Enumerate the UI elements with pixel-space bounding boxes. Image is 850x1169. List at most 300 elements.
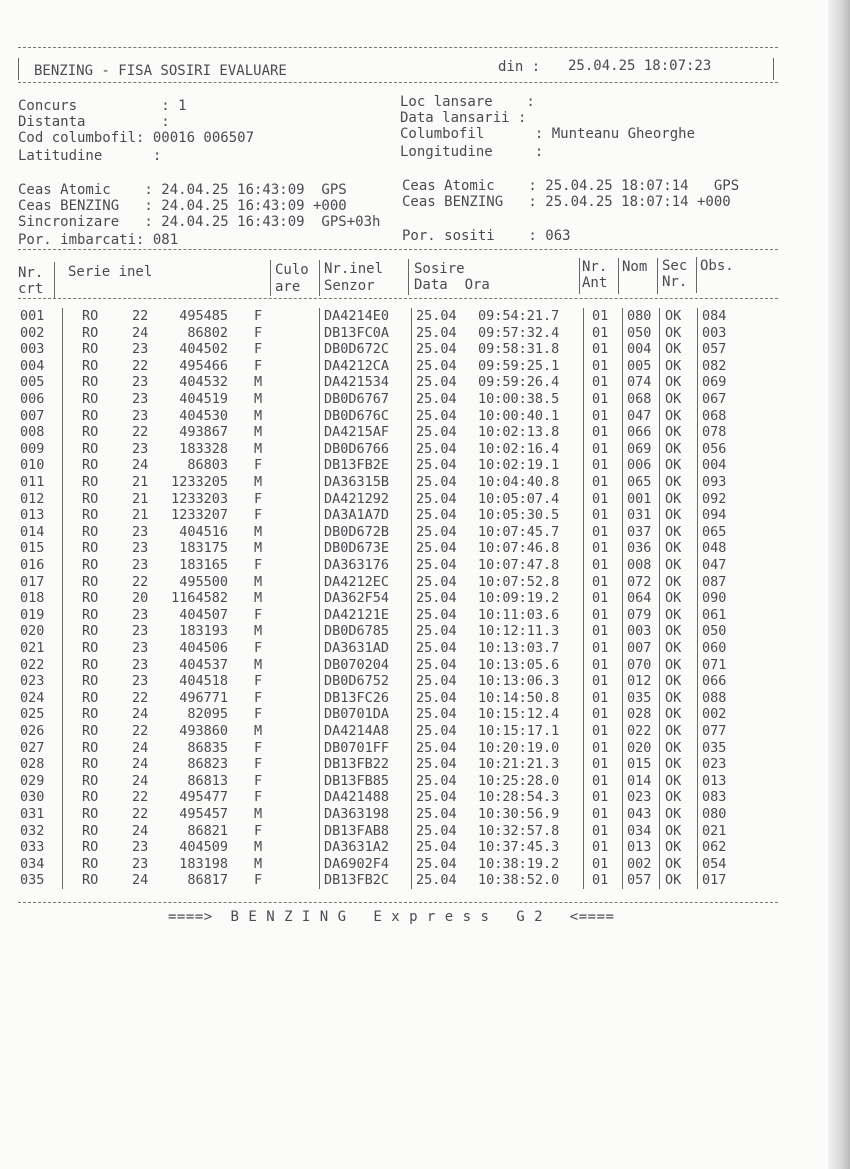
arrival-date: 25.04 — [416, 772, 457, 789]
obs-number: 017 — [702, 872, 727, 889]
sensor-id: DA421488 — [324, 789, 390, 806]
arrival-time: 10:15:17.1 — [478, 723, 560, 739]
sec-status: OK — [665, 324, 682, 341]
sec-status: OK — [665, 872, 682, 889]
row-separator — [62, 607, 63, 624]
row-separator — [622, 872, 623, 889]
row-separator — [62, 491, 63, 508]
row-separator — [411, 640, 412, 657]
country-code: RO — [82, 308, 99, 324]
antenna-nr: 01 — [592, 723, 609, 739]
row-separator — [319, 325, 320, 342]
row-separator — [62, 408, 63, 425]
ring-number: 1164582 — [171, 590, 228, 607]
arrivals-table — [0, 308, 790, 898]
row-number: 007 — [20, 407, 45, 424]
arrival-time: 10:25:28.0 — [478, 772, 560, 789]
arrival-date: 25.04 — [416, 440, 457, 457]
sec-status: OK — [665, 374, 682, 391]
ring-number: 86817 — [187, 872, 228, 889]
row-separator — [62, 341, 63, 358]
ring-number: 495457 — [179, 806, 228, 822]
obs-number: 047 — [702, 557, 727, 573]
col-sec-nr: Nr. — [662, 274, 688, 290]
sec-status: OK — [665, 723, 682, 739]
sex: F — [254, 490, 263, 507]
ring-number: 86802 — [187, 324, 228, 341]
row-separator — [659, 740, 660, 757]
country-code: RO — [82, 374, 99, 391]
page-edge-shadow — [828, 0, 850, 1169]
sex: F — [254, 324, 263, 341]
sex: F — [254, 789, 263, 806]
col-data-ora: Data Ora — [414, 277, 490, 293]
row-separator — [62, 806, 63, 823]
ceas-benzing-end: Ceas BENZING : 25.04.25 18:07:14 +000 — [402, 194, 731, 210]
country-code: RO — [82, 872, 99, 889]
row-separator — [583, 839, 584, 856]
ring-number: 86823 — [187, 756, 228, 773]
row-separator — [319, 706, 320, 723]
row-number: 008 — [20, 424, 45, 441]
ring-number: 404532 — [179, 374, 228, 391]
country-code: RO — [82, 391, 99, 407]
obs-number: 013 — [702, 772, 727, 789]
arrival-time: 10:30:56.9 — [478, 806, 560, 822]
sec-status: OK — [665, 656, 682, 673]
row-separator — [697, 756, 698, 773]
header-top-rule — [18, 47, 778, 48]
nominal-nr: 007 — [627, 640, 652, 656]
row-separator — [622, 408, 623, 425]
row-separator — [697, 773, 698, 790]
row-separator — [659, 823, 660, 840]
sensor-id: DA4212CA — [324, 357, 390, 374]
sensor-id: DA363198 — [324, 806, 390, 822]
sex: M — [254, 407, 263, 424]
arrival-date: 25.04 — [416, 573, 457, 590]
arrival-date: 25.04 — [416, 357, 457, 374]
sex: M — [254, 656, 263, 673]
antenna-nr: 01 — [592, 490, 609, 507]
table-row — [0, 540, 780, 557]
row-separator — [583, 657, 584, 674]
cod-columbofil-line: Cod columbofil: 00016 006507 — [18, 130, 255, 146]
row-separator — [697, 657, 698, 674]
row-separator — [697, 690, 698, 707]
country-code: RO — [82, 324, 99, 341]
table-row — [0, 574, 780, 591]
row-separator — [659, 756, 660, 773]
row-separator — [622, 474, 623, 491]
row-separator — [62, 839, 63, 856]
arrival-date: 25.04 — [416, 391, 457, 407]
arrival-time: 10:02:19.1 — [478, 457, 560, 474]
arrival-date: 25.04 — [416, 656, 457, 673]
sex: M — [254, 806, 263, 822]
col-obs: Obs. — [700, 258, 734, 274]
sec-status: OK — [665, 457, 682, 474]
sensor-id: DB0D673E — [324, 540, 390, 557]
sex: M — [254, 424, 263, 441]
row-separator — [622, 424, 623, 441]
sec-status: OK — [665, 822, 682, 839]
nominal-nr: 074 — [627, 374, 652, 391]
country-code: RO — [82, 507, 99, 524]
sensor-id: DB0701DA — [324, 706, 390, 723]
sex: M — [254, 440, 263, 457]
year: 24 — [132, 457, 149, 474]
ring-number: 1233205 — [171, 474, 228, 490]
sex: F — [254, 507, 263, 524]
row-separator — [659, 308, 660, 325]
row-separator — [659, 856, 660, 873]
obs-number: 067 — [702, 391, 727, 407]
row-separator — [583, 441, 584, 458]
row-separator — [583, 740, 584, 757]
row-separator — [319, 341, 320, 358]
row-separator — [659, 408, 660, 425]
col-nr-inel: Nr.inel — [324, 261, 384, 277]
sex: F — [254, 739, 263, 756]
row-number: 026 — [20, 723, 45, 739]
row-separator — [659, 574, 660, 591]
row-number: 028 — [20, 756, 45, 773]
ring-number: 1233207 — [171, 507, 228, 524]
sec-status: OK — [665, 308, 682, 324]
sec-status: OK — [665, 623, 682, 640]
row-separator — [319, 823, 320, 840]
arrival-time: 10:07:47.8 — [478, 557, 560, 573]
row-number: 018 — [20, 590, 45, 607]
row-separator — [62, 358, 63, 375]
nominal-nr: 036 — [627, 540, 652, 557]
row-separator — [583, 391, 584, 408]
arrival-time: 10:37:45.3 — [478, 839, 560, 856]
country-code: RO — [82, 673, 99, 690]
table-row — [0, 474, 780, 491]
row-separator — [319, 673, 320, 690]
sex: F — [254, 872, 263, 889]
year: 23 — [132, 656, 149, 673]
table-row — [0, 640, 780, 657]
arrival-time: 10:00:40.1 — [478, 407, 560, 424]
row-number: 010 — [20, 457, 45, 474]
ring-number: 493860 — [179, 723, 228, 739]
row-separator — [319, 623, 320, 640]
obs-number: 002 — [702, 706, 727, 723]
row-separator — [659, 839, 660, 856]
row-separator — [319, 773, 320, 790]
row-separator — [659, 773, 660, 790]
row-separator — [411, 424, 412, 441]
country-code: RO — [82, 623, 99, 640]
table-row — [0, 507, 780, 524]
sensor-id: DB0701FF — [324, 739, 390, 756]
sex: M — [254, 573, 263, 590]
nominal-nr: 050 — [627, 324, 652, 341]
antenna-nr: 01 — [592, 357, 609, 374]
row-separator — [319, 756, 320, 773]
year: 23 — [132, 407, 149, 424]
row-separator — [659, 640, 660, 657]
row-number: 030 — [20, 789, 45, 806]
sensor-id: DA421292 — [324, 490, 390, 507]
row-separator — [319, 690, 320, 707]
row-separator — [659, 557, 660, 574]
row-separator — [411, 374, 412, 391]
table-row — [0, 341, 780, 358]
row-separator — [622, 657, 623, 674]
columbofil-line: Columbofil : Munteanu Gheorghe — [400, 126, 696, 142]
arrival-time: 10:02:16.4 — [478, 440, 560, 457]
sec-status: OK — [665, 357, 682, 374]
obs-number: 082 — [702, 357, 727, 374]
table-row — [0, 607, 780, 624]
arrival-time: 10:38:52.0 — [478, 872, 560, 889]
obs-number: 021 — [702, 822, 727, 839]
antenna-nr: 01 — [592, 507, 609, 524]
sex: F — [254, 689, 263, 706]
row-separator — [411, 590, 412, 607]
row-separator — [62, 391, 63, 408]
row-separator — [583, 557, 584, 574]
ring-number: 86835 — [187, 739, 228, 756]
obs-number: 035 — [702, 739, 727, 756]
ring-number: 86803 — [187, 457, 228, 474]
sensor-id: DA42121E — [324, 606, 390, 623]
table-bottom-rule — [18, 902, 778, 903]
arrival-time: 10:04:40.8 — [478, 474, 560, 490]
obs-number: 062 — [702, 839, 727, 856]
row-separator — [583, 690, 584, 707]
antenna-nr: 01 — [592, 673, 609, 690]
year: 24 — [132, 706, 149, 723]
arrival-date: 25.04 — [416, 557, 457, 573]
row-separator — [411, 491, 412, 508]
row-number: 022 — [20, 656, 45, 673]
arrival-time: 10:14:50.8 — [478, 689, 560, 706]
arrival-time: 09:59:26.4 — [478, 374, 560, 391]
arrival-date: 25.04 — [416, 590, 457, 607]
row-separator — [697, 507, 698, 524]
antenna-nr: 01 — [592, 606, 609, 623]
row-separator — [622, 374, 623, 391]
row-separator — [659, 872, 660, 889]
row-separator — [659, 706, 660, 723]
row-separator — [622, 806, 623, 823]
sensor-id: DB0D672C — [324, 341, 390, 358]
row-separator — [622, 491, 623, 508]
country-code: RO — [82, 590, 99, 607]
row-separator — [411, 723, 412, 740]
obs-number: 090 — [702, 590, 727, 607]
row-separator — [622, 607, 623, 624]
row-separator — [583, 773, 584, 790]
nominal-nr: 068 — [627, 391, 652, 407]
sec-status: OK — [665, 523, 682, 540]
sec-status: OK — [665, 341, 682, 358]
row-separator — [583, 308, 584, 325]
hdr-sep-8 — [696, 257, 697, 293]
row-separator — [411, 806, 412, 823]
sec-status: OK — [665, 540, 682, 557]
antenna-nr: 01 — [592, 474, 609, 490]
year: 23 — [132, 640, 149, 656]
hdr-sep-4 — [408, 259, 409, 295]
sec-status: OK — [665, 640, 682, 656]
arrival-time: 10:28:54.3 — [478, 789, 560, 806]
row-number: 002 — [20, 324, 45, 341]
row-separator — [411, 657, 412, 674]
antenna-nr: 01 — [592, 374, 609, 391]
table-row — [0, 524, 780, 541]
row-number: 031 — [20, 806, 45, 822]
obs-number: 065 — [702, 523, 727, 540]
year: 22 — [132, 689, 149, 706]
row-number: 009 — [20, 440, 45, 457]
year: 21 — [132, 490, 149, 507]
row-separator — [411, 408, 412, 425]
row-separator — [319, 740, 320, 757]
sec-status: OK — [665, 806, 682, 822]
table-row — [0, 756, 780, 773]
nominal-nr: 072 — [627, 573, 652, 590]
year: 21 — [132, 474, 149, 490]
sec-status: OK — [665, 756, 682, 773]
hdr-sep-2 — [270, 260, 271, 296]
sex: F — [254, 640, 263, 656]
row-separator — [319, 806, 320, 823]
row-separator — [583, 457, 584, 474]
distanta-line: Distanta : — [18, 114, 170, 130]
sensor-id: DB0D6766 — [324, 440, 390, 457]
country-code: RO — [82, 689, 99, 706]
row-separator — [319, 557, 320, 574]
row-separator — [411, 308, 412, 325]
row-separator — [697, 325, 698, 342]
nominal-nr: 043 — [627, 806, 652, 822]
row-separator — [319, 789, 320, 806]
sex: F — [254, 308, 263, 324]
row-separator — [659, 723, 660, 740]
row-separator — [319, 457, 320, 474]
sensor-id: DB13FC0A — [324, 324, 390, 341]
year: 23 — [132, 855, 149, 872]
table-row — [0, 408, 780, 425]
nominal-nr: 015 — [627, 756, 652, 773]
table-row — [0, 557, 780, 574]
arrival-date: 25.04 — [416, 424, 457, 441]
col-sec: Sec — [662, 258, 688, 274]
row-separator — [659, 424, 660, 441]
row-separator — [622, 640, 623, 657]
row-number: 015 — [20, 540, 45, 557]
arrival-date: 25.04 — [416, 689, 457, 706]
row-number: 003 — [20, 341, 45, 358]
row-number: 004 — [20, 357, 45, 374]
row-separator — [622, 756, 623, 773]
sensor-id: DB0D676C — [324, 407, 390, 424]
antenna-nr: 01 — [592, 822, 609, 839]
row-separator — [622, 308, 623, 325]
row-separator — [659, 607, 660, 624]
porumbei-imbarcati: Por. imbarcati: 081 — [18, 232, 179, 248]
antenna-nr: 01 — [592, 789, 609, 806]
year: 23 — [132, 391, 149, 407]
ring-number: 86813 — [187, 772, 228, 789]
row-number: 024 — [20, 689, 45, 706]
row-separator — [697, 474, 698, 491]
col-nr-ant-2: Ant — [582, 275, 608, 291]
row-separator — [622, 540, 623, 557]
year: 23 — [132, 540, 149, 557]
sex: M — [254, 723, 263, 739]
antenna-nr: 01 — [592, 772, 609, 789]
arrival-date: 25.04 — [416, 789, 457, 806]
antenna-nr: 01 — [592, 872, 609, 889]
row-separator — [697, 806, 698, 823]
row-number: 021 — [20, 640, 45, 656]
obs-number: 004 — [702, 457, 727, 474]
antenna-nr: 01 — [592, 557, 609, 573]
row-separator — [62, 524, 63, 541]
table-row — [0, 374, 780, 391]
arrival-date: 25.04 — [416, 407, 457, 424]
year: 24 — [132, 822, 149, 839]
sex: M — [254, 474, 263, 490]
country-code: RO — [82, 440, 99, 457]
table-row — [0, 773, 780, 790]
sex: M — [254, 391, 263, 407]
sensor-id: DB13FB22 — [324, 756, 390, 773]
country-code: RO — [82, 656, 99, 673]
nominal-nr: 028 — [627, 706, 652, 723]
row-separator — [411, 607, 412, 624]
table-row — [0, 673, 780, 690]
country-code: RO — [82, 839, 99, 856]
row-separator — [583, 723, 584, 740]
row-separator — [319, 856, 320, 873]
sec-status: OK — [665, 407, 682, 424]
arrival-time: 10:21:21.3 — [478, 756, 560, 773]
table-header-bottom-rule — [18, 298, 778, 299]
sex: F — [254, 341, 263, 358]
row-separator — [411, 740, 412, 757]
row-separator — [697, 839, 698, 856]
sec-status: OK — [665, 839, 682, 856]
nominal-nr: 002 — [627, 855, 652, 872]
nominal-nr: 005 — [627, 357, 652, 374]
year: 24 — [132, 324, 149, 341]
arrival-date: 25.04 — [416, 806, 457, 822]
row-separator — [622, 574, 623, 591]
sensor-id: DB0D6785 — [324, 623, 390, 640]
row-separator — [659, 374, 660, 391]
header-right-bar — [773, 58, 774, 80]
row-separator — [583, 590, 584, 607]
antenna-nr: 01 — [592, 341, 609, 358]
sec-status: OK — [665, 689, 682, 706]
row-separator — [411, 673, 412, 690]
row-separator — [62, 623, 63, 640]
ring-number: 493867 — [179, 424, 228, 441]
table-row — [0, 358, 780, 375]
obs-number: 048 — [702, 540, 727, 557]
col-sosire: Sosire — [414, 261, 465, 277]
row-separator — [62, 673, 63, 690]
arrival-date: 25.04 — [416, 739, 457, 756]
